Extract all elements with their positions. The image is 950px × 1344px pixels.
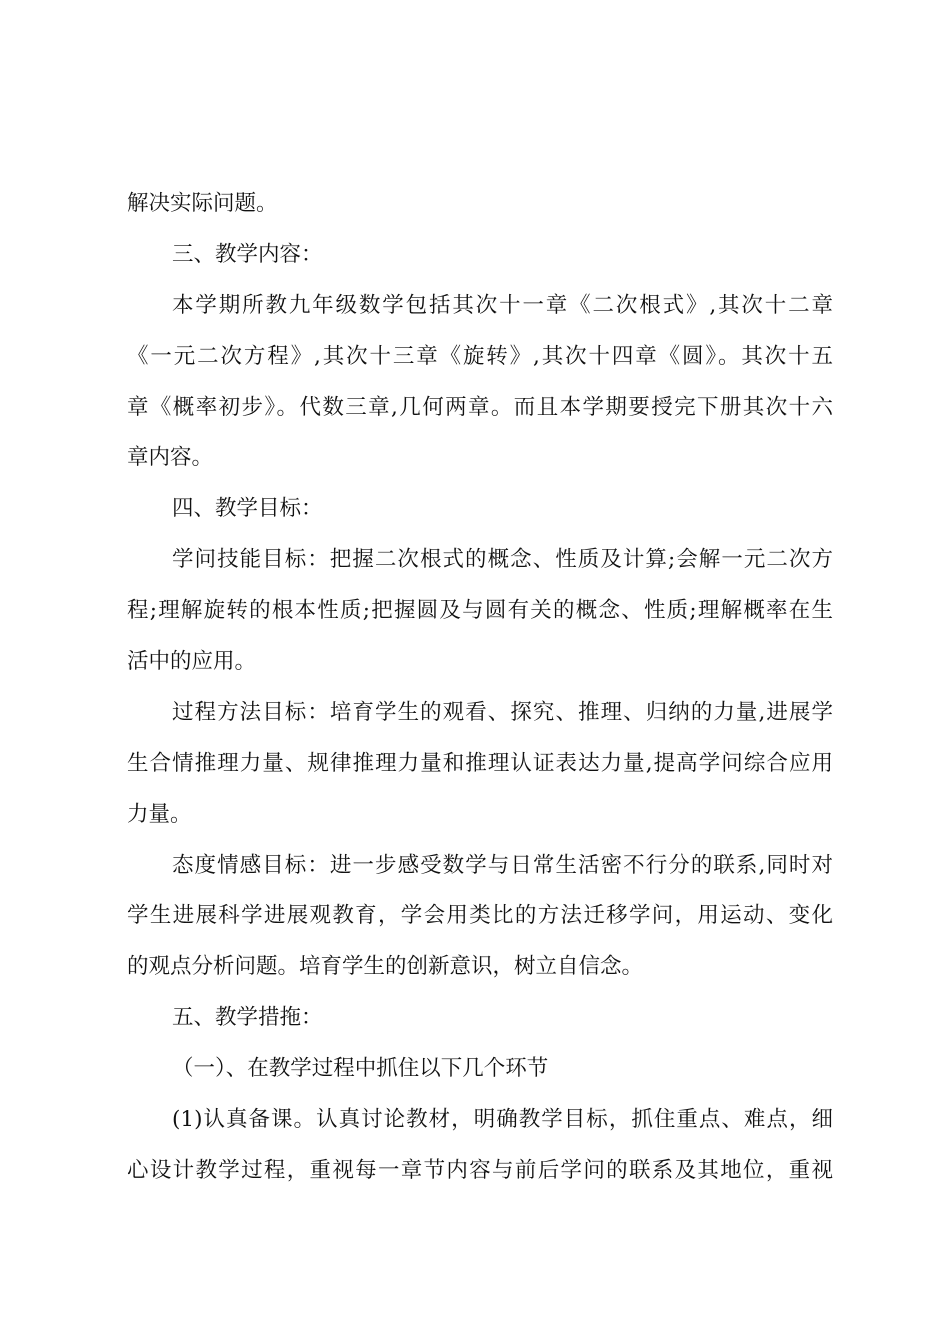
text-line: 四、教学目标： [172, 496, 323, 522]
text-line: 三、教学内容： [172, 241, 323, 267]
text-line: （一）、在教学过程中抓住以下几个环节 [172, 1056, 549, 1082]
text-line: 章内容。 [127, 445, 214, 471]
text-line: 学问技能目标：把握二次根式的概念、性质及计算;会解一元二次方 [172, 547, 833, 573]
text-line: 心设计教学过程，重视每一章节内容与前后学问的联系及其地位，重视 [127, 1157, 833, 1183]
text-line: 五、教学措拖： [172, 1005, 323, 1031]
text-line: 解决实际问题。 [127, 191, 278, 216]
text-line: 过程方法目标：培育学生的观看、探究、推理、归纳的力量,进展学 [172, 699, 833, 725]
text-line: 态度情感目标：进一步感受数学与日常生活密不行分的联系,同时对 [172, 852, 833, 878]
text-line: 章《概率初步》。代数三章,几何两章。而且本学期要授完下册其次十六 [127, 394, 833, 420]
text-line: 的观点分析问题。培育学生的创新意识，树立自信念。 [127, 954, 644, 980]
text-line: 活中的应用。 [127, 649, 257, 675]
text-line: 生合情推理力量、规律推理力量和推理认证表达力量,提高学问综合应用 [127, 750, 833, 776]
text-line: 力量。 [127, 801, 192, 827]
text-line: 学生进展科学进展观教育，学会用类比的方法迁移学问，用运动、变化 [127, 903, 833, 929]
body-text [127, 183, 833, 1201]
text-line: 《一元二次方程》,其次十三章《旋转》,其次十四章《圆》。其次十五 [127, 343, 833, 369]
text-line: (1)认真备课。认真讨论教材，明确教学目标，抓住重点、难点，细 [172, 1107, 833, 1133]
text-line: 本学期所教九年级数学包括其次十一章《二次根式》,其次十二章 [172, 292, 833, 318]
text-line: 程;理解旋转的根本性质;把握圆及与圆有关的概念、性质;理解概率在生 [127, 598, 833, 624]
